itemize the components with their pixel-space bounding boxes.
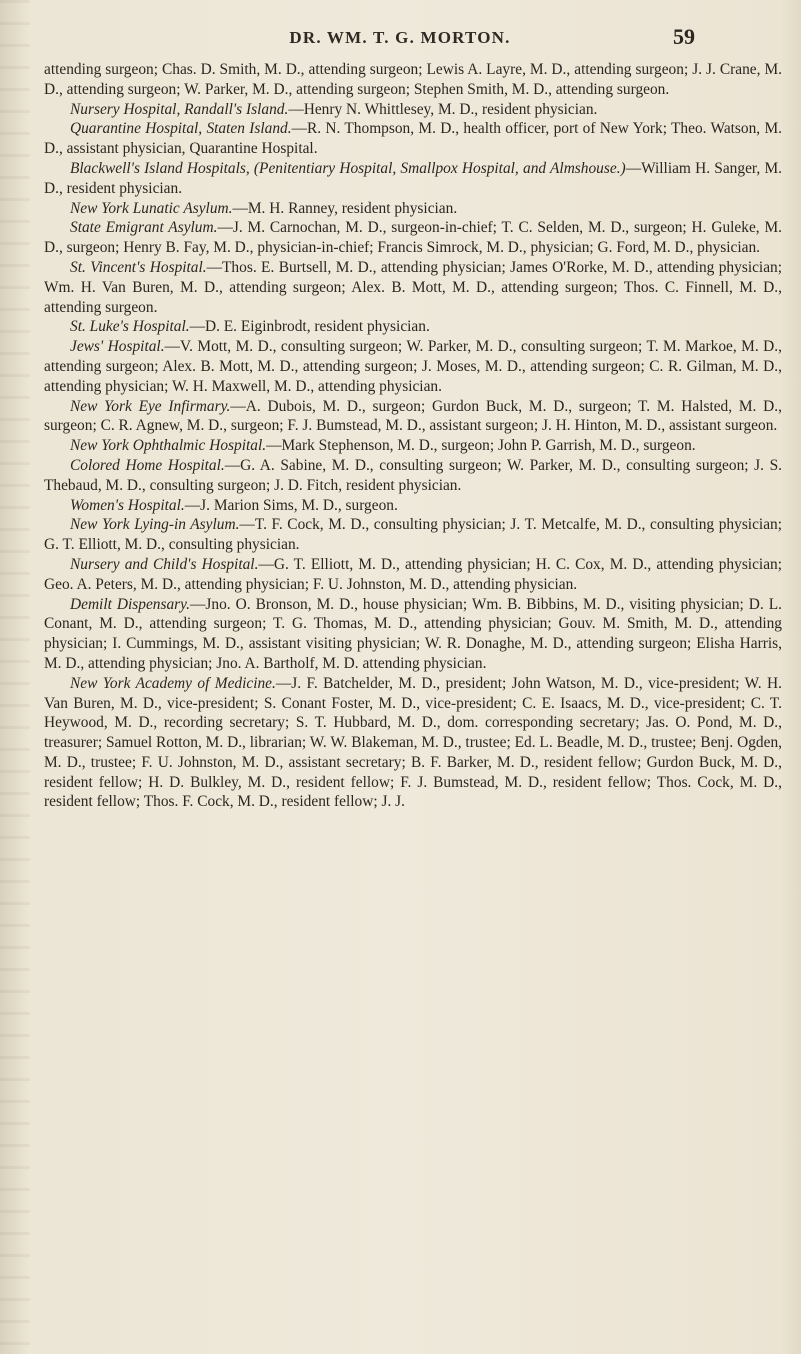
entry-st-lukes xyxy=(44,317,782,337)
entry-womens-hospital xyxy=(44,496,782,516)
entry-blackwells-island xyxy=(44,159,782,199)
entry-colored-home xyxy=(44,456,782,496)
institution-name: St. Vincent's Hospital. xyxy=(70,258,207,276)
entry-eye-infirmary xyxy=(44,397,782,437)
entry-ophthalmic-hospital xyxy=(44,436,782,456)
institution-name: Women's Hospital. xyxy=(70,496,185,514)
entry-jews-hospital xyxy=(44,337,782,396)
entry-nursery-childs xyxy=(44,555,782,595)
entry-st-vincents xyxy=(44,258,782,317)
entry-text: attending surgeon; Chas. D. Smith, M. D., attending surgeon; Lewis A. Layre, M. D., attending surgeon; J. J. Crane, M. D., attending surgeon; W. Parker, M. D., attending surgeon; Stephen Smith, M. D., attending surgeon. xyxy=(44,61,782,98)
institution-name: St. Luke's Hospital. xyxy=(70,318,190,336)
page-body xyxy=(44,60,782,812)
entry-text: —G. T. Elliott, M. D., attending physician; H. C. Cox, M. D., attending physician; Geo. A. Peters, M. D., attending physician; F. U. Johnston, M. D., attending physician. xyxy=(44,555,782,593)
entry-lying-in-asylum xyxy=(44,515,782,555)
institution-name: New York Lying-in Asylum. xyxy=(70,516,240,534)
entry-text: —T. F. Cock, M. D., consulting physician; J. T. Metcalfe, M. D., consulting physician; G. T. Elliott, M. D., consulting physician. xyxy=(44,516,782,554)
entry-continuation xyxy=(44,60,782,100)
institution-name: New York Academy of Medicine. xyxy=(70,674,276,692)
entry-text: —J. M. Carnochan, M. D., surgeon-in-chief; T. C. Selden, M. D., surgeon; H. Guleke, M. D., surgeon; Henry B. Fay, M. D., physician-in-chief; Francis Simrock, M. D., physician; G. Ford, M. D., physician. xyxy=(44,219,782,257)
entry-text: —A. Dubois, M. D., surgeon; Gurdon Buck, M. D., surgeon; T. M. Halsted, M. D., surgeon; C. R. Agnew, M. D., surgeon; F. J. Bumstead, M. D., assistant surgeon; J. H. Hinton, M. D., assistant surgeon. xyxy=(44,397,782,435)
institution-name: Nursery Hospital, Randall's Island. xyxy=(70,100,289,118)
entry-text: —R. N. Thompson, M. D., health officer, port of New York; Theo. Watson, M. D., assistant physician, Quarantine Hospital. xyxy=(44,120,783,158)
entry-text: —M. H. Ranney, resident physician. xyxy=(232,199,458,217)
entry-text: —Thos. E. Burtsell, M. D., attending physician; James O'Rorke, M. D., attending physician; Wm. H. Van Buren, M. D., attending surgeon; Alex. B. Mott, M. D., attending surgeon; Thos. C. Finnell, M. D., attending surgeon. xyxy=(44,258,783,316)
institution-name: New York Ophthalmic Hospital. xyxy=(70,437,267,455)
institution-name: Blackwell's Island Hospitals, (Penitentiary Hospital, Smallpox Hospital, and Almshouse.) xyxy=(70,159,626,177)
entry-quarantine-hospital xyxy=(44,119,782,159)
entry-emigrant-asylum xyxy=(44,218,782,258)
entry-text: —J. Marion Sims, M. D., surgeon. xyxy=(184,496,398,514)
entry-lunatic-asylum xyxy=(44,199,782,219)
entry-text: —William H. Sanger, M. D., resident physician. xyxy=(44,159,782,197)
entry-text: —Henry N. Whittlesey, M. D., resident physician. xyxy=(288,100,598,118)
entry-demilt-dispensary xyxy=(44,595,782,674)
entry-text: —G. A. Sabine, M. D., consulting surgeon; W. Parker, M. D., consulting surgeon; J. S. Thebaud, M. D., consulting surgeon; J. D. Fitch, resident physician. xyxy=(44,456,782,494)
entry-text: —J. F. Batchelder, M. D., president; John Watson, M. D., vice-president; W. H. Van Buren, M. D., vice-president; S. Conant Foster, M. D., vice-president; C. E. Isaacs, M. D., vice-president; C. T. Heywood, M. D., recording secretary; S. T. Hubbard, M. D., dom. corresponding secretary; Jas. O. Pond, M. D., treasurer; Samuel Rotton, M. D., librarian; W. W. Blakeman, M. D., trustee; Ed. L. Beadle, M. D., trustee; Benj. Ogden, M. D., trustee; F. U. Johnston, M. D., assistant secretary; B. F. Barker, M. D., resident fellow; Gurdon Buck, M. D., resident fellow; H. D. Bulkley, M. D., resident fellow; F. J. Bumstead, M. D., resident fellow; Thos. Cock, M. D., resident fellow; Thos. F. Cock, M. D., resident fellow; J. J. xyxy=(44,674,782,811)
entry-text: —Jno. O. Bronson, M. D., house physician; Wm. B. Bibbins, M. D., visiting physician; D. L. Conant, M. D., attending surgeon; T. G. Thomas, M. D., attending physician; Gouv. M. Smith, M. D., attending physician; I. Cummings, M. D., assistant visiting physician; W. R. Donaghe, M. D., attending surgeon; Elisha Harris, M. D., attending physician; Jno. A. Bartholf, M. D. attending physician. xyxy=(44,595,782,672)
entry-nursery-hospital xyxy=(44,100,782,120)
page-header xyxy=(0,20,801,60)
institution-name: New York Eye Infirmary. xyxy=(70,397,231,415)
entry-academy-of-medicine xyxy=(44,674,782,813)
institution-name: Nursery and Child's Hospital. xyxy=(70,555,259,573)
institution-name: Jews' Hospital. xyxy=(70,338,165,356)
binding-margin xyxy=(0,0,30,1354)
institution-name: State Emigrant Asylum. xyxy=(70,219,218,237)
running-head: DR. WM. T. G. MORTON. xyxy=(289,28,511,47)
page-number: 59 xyxy=(673,24,695,49)
entry-text: —V. Mott, M. D., consulting surgeon; W. Parker, M. D., consulting surgeon; T. M. Markoe, M. D., attending surgeon; Alex. B. Mott, M. D., attending surgeon; J. Moses, M. D., attending surgeon; C. R. Gilman, M. D., attending physician; W. H. Maxwell, M. D., attending physician. xyxy=(44,338,782,395)
institution-name: New York Lunatic Asylum. xyxy=(70,199,233,217)
entry-text: —D. E. Eiginbrodt, resident physician. xyxy=(189,318,430,336)
entry-text: —Mark Stephenson, M. D., surgeon; John P. Garrish, M. D., surgeon. xyxy=(266,437,696,455)
institution-name: Quarantine Hospital, Staten Island. xyxy=(70,120,292,138)
institution-name: Colored Home Hospital. xyxy=(70,456,225,474)
institution-name: Demilt Dispensary. xyxy=(70,595,190,613)
